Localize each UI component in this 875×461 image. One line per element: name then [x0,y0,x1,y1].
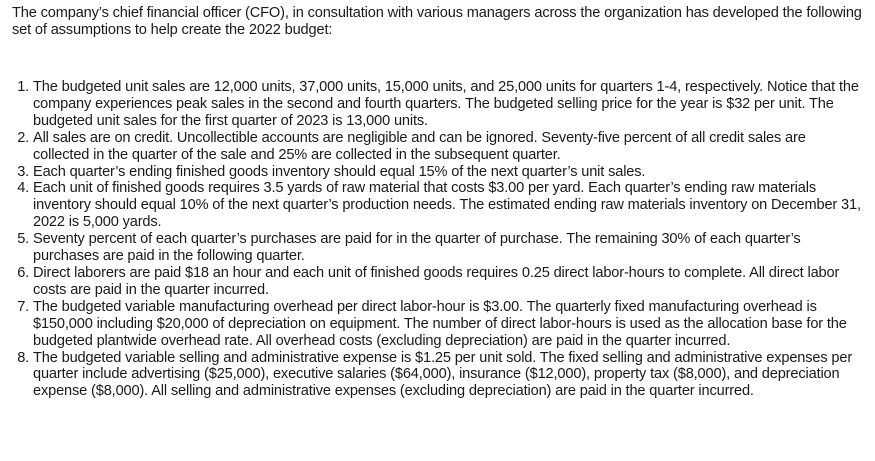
assumption-item: 1. The budgeted unit sales are 12,000 units, 37,000 units, 15,000 units, and 25,000 units for quarters 1-4, respectively. Notice that the company experiences peak sales in the second and fourth quarters. The budgeted selling price for the year is $32 per unit. The budgeted unit sales for the first quarter of 2023 is 13,000 units. [33,79,862,130]
assumption-item: 7. The budgeted variable manufacturing overhead per direct labor-hour is $3.00. The quarterly fixed manufacturing overhead is $150,000 including $20,000 of depreciation on equipment. The number of direct labor-hours is used as the allocation base for the budgeted plantwide overhead rate. All overhead costs (excluding depreciation) are paid in the quarter incurred. [33,299,862,350]
assumption-item: 2. All sales are on credit. Uncollectible accounts are negligible and can be ignored. Seventy-five percent of all credit sales are collected in the quarter of the sale and 25% are collected in the subsequent quarter. [33,130,862,164]
assumption-item: 5. Seventy percent of each quarter’s purchases are paid for in the quarter of purchase. The remaining 30% of each quarter’s purchases are paid in the following quarter. [33,231,862,265]
assumption-item: 6. Direct laborers are paid $18 an hour and each unit of finished goods requires 0.25 direct labor-hours to complete. All direct labor costs are paid in the quarter incurred. [33,265,862,299]
assumption-item: 3. Each quarter’s ending finished goods inventory should equal 15% of the next quarter’s unit sales. [33,164,862,181]
intro-paragraph: The company’s chief financial officer (CFO), in consultation with various managers across the organization has developed the following set of assumptions to help create the 2022 budget: [12,5,862,38]
assumption-item: 4. Each unit of finished goods requires 3.5 yards of raw material that costs $3.00 per yard. Each quarter’s ending raw materials inventory should equal 10% of the next quarter’s production needs. The estimated ending raw materials inventory on December 31, 2022 is 5,000 yards. [33,180,862,231]
assumptions-list [0,79,862,400]
assumption-item: 8. The budgeted variable selling and administrative expense is $1.25 per unit sold. The fixed selling and administrative expenses per quarter include advertising ($25,000), executive salaries ($64,000), insurance ($12,000), property tax ($8,000), and depreciation expense ($8,000). All selling and administrative expenses (excluding depreciation) are paid in the quarter incurred. [33,350,862,401]
